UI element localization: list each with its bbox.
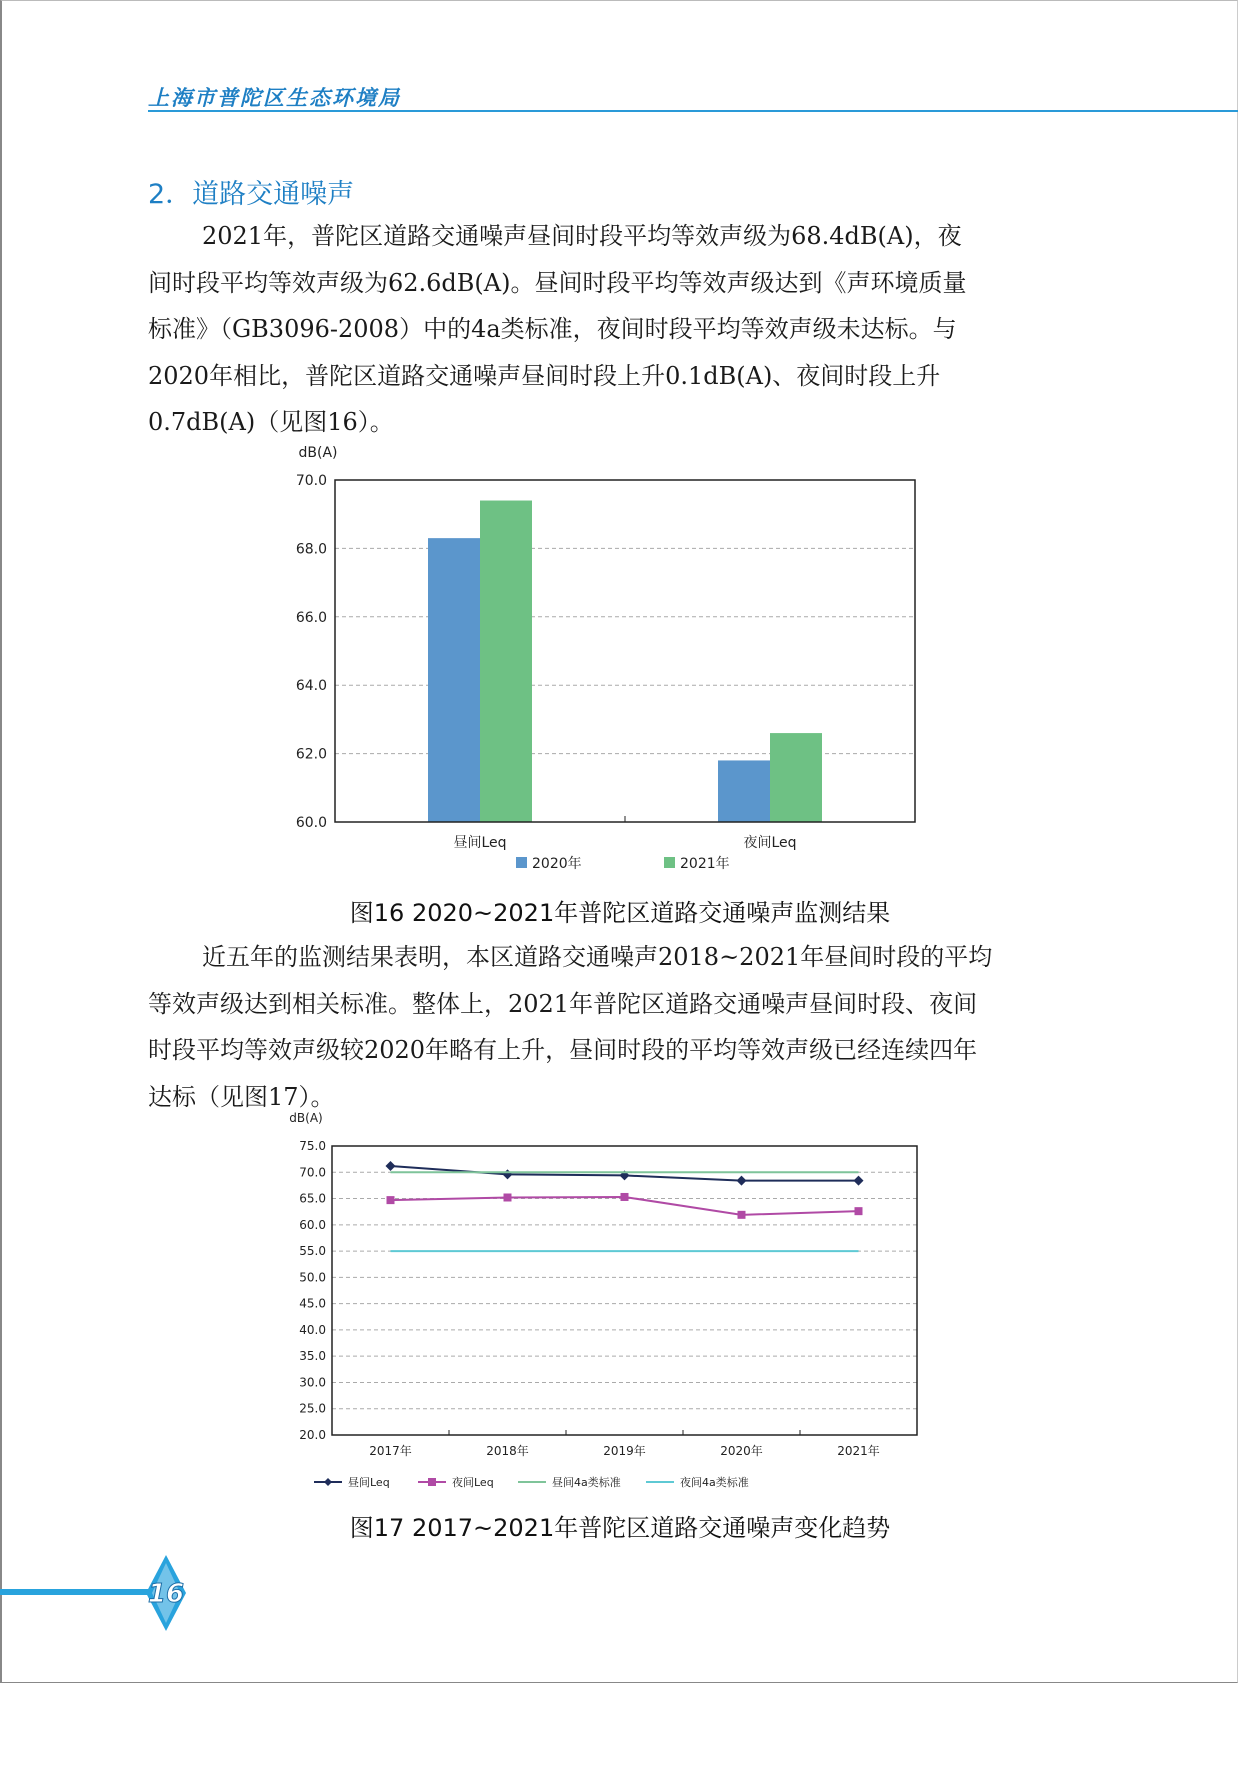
legend-label: 2020年 — [532, 856, 582, 872]
bar — [718, 760, 770, 822]
y-axis-unit-label: dB(A) — [289, 1111, 323, 1125]
page-number-badge — [0, 1553, 190, 1633]
y-tick-label: 50.0 — [299, 1270, 326, 1285]
paragraph-1 — [148, 213, 1092, 446]
legend-marker — [428, 1478, 436, 1486]
data-point — [504, 1193, 512, 1201]
y-tick-label: 62.0 — [295, 746, 327, 763]
y-tick-label: 25.0 — [299, 1401, 326, 1416]
y-tick-label: 40.0 — [299, 1322, 326, 1337]
page-rule — [0, 1589, 150, 1595]
figure-17-caption: 图17 2017~2021年普陀区道路交通噪声变化趋势 — [349, 1514, 891, 1542]
paragraph-line: 等效声级达到相关标准。整体上，2021年普陀区道路交通噪声昼间时段、夜间 — [148, 989, 978, 1018]
y-tick-label: 70.0 — [295, 473, 327, 489]
paragraph-line: 时段平均等效声级较2020年略有上升，昼间时段的平均等效声级已经连续四年 — [148, 1036, 978, 1064]
y-tick-label: 35.0 — [299, 1349, 326, 1364]
figure-16-bar-chart — [260, 440, 980, 890]
grid-lines — [335, 548, 915, 753]
data-point — [503, 1169, 513, 1179]
bar — [428, 538, 480, 822]
legend-label: 2021年 — [680, 856, 730, 872]
x-tick-label: 2021年 — [837, 1444, 880, 1458]
y-tick-label: 75.0 — [299, 1139, 326, 1153]
paragraph-line: 2021年，普陀区道路交通噪声昼间时段平均等效声级为68.4dB(A)，夜 — [202, 222, 962, 250]
legend-swatch — [664, 857, 675, 868]
y-tick-labels — [299, 1139, 326, 1442]
y-tick-label: 66.0 — [295, 609, 327, 626]
legend-label: 夜间Leq — [452, 1476, 494, 1489]
series-lines — [386, 1161, 864, 1251]
section-heading: 2．道路交通噪声 — [148, 179, 355, 210]
page-number: 16 — [147, 1579, 185, 1609]
paragraph-line: 2020年相比，普陀区道路交通噪声昼间时段上升0.1dB(A)、夜间时段上升 — [148, 361, 941, 390]
legend-label: 夜间4a类标准 — [680, 1476, 749, 1489]
data-point — [737, 1176, 747, 1186]
header-title: 上海市普陀区生态环境局 — [148, 85, 401, 110]
data-point — [386, 1161, 396, 1171]
grid-lines — [332, 1172, 917, 1408]
y-axis-unit-label: dB(A) — [298, 445, 338, 461]
y-tick-label: 20.0 — [299, 1428, 326, 1442]
legend — [516, 855, 730, 872]
data-point — [855, 1207, 863, 1215]
legend-label: 昼间4a类标准 — [552, 1476, 621, 1489]
y-tick-label: 60.0 — [299, 1217, 326, 1232]
y-tick-labels — [296, 473, 327, 831]
legend-label: 昼间Leq — [348, 1476, 390, 1489]
legend-marker — [324, 1478, 332, 1486]
x-tick-label: 昼间Leq — [453, 835, 507, 851]
x-tick-labels — [369, 1430, 880, 1458]
paragraph-line: 达标（见图17）。 — [148, 1082, 335, 1111]
y-tick-label: 60.0 — [295, 815, 327, 831]
plot-area-border — [335, 480, 915, 822]
y-tick-label: 30.0 — [299, 1375, 326, 1390]
paragraph-2 — [148, 934, 1092, 1120]
x-tick-label: 2018年 — [486, 1444, 529, 1458]
y-tick-label: 64.0 — [295, 678, 327, 695]
legend-swatch — [516, 857, 527, 868]
plot-area-border — [332, 1146, 917, 1435]
x-tick-label: 2019年 — [603, 1444, 646, 1458]
y-tick-label: 68.0 — [295, 541, 327, 558]
header-divider — [148, 110, 1238, 112]
figure-17-line-chart — [270, 1108, 970, 1498]
y-tick-label: 45.0 — [299, 1296, 326, 1311]
x-tick-label: 2020年 — [720, 1444, 763, 1458]
bar — [770, 733, 822, 822]
data-point — [621, 1193, 629, 1201]
paragraph-line: 近五年的监测结果表明，本区道路交通噪声2018~2021年昼间时段的平均 — [202, 943, 993, 971]
data-point — [854, 1176, 864, 1186]
figure-16-caption: 图16 2020~2021年普陀区道路交通噪声监测结果 — [349, 899, 891, 927]
paragraph-line: 间时段平均等效声级为62.6dB(A)。昼间时段平均等效声级达到《声环境质量 — [148, 268, 967, 297]
data-point — [738, 1211, 746, 1219]
paragraph-line: 0.7dB(A)（见图16）。 — [148, 408, 394, 436]
data-point — [387, 1196, 395, 1204]
legend — [314, 1475, 749, 1489]
x-tick-label: 夜间Leq — [743, 835, 797, 851]
y-tick-label: 55.0 — [299, 1244, 326, 1259]
bar — [480, 501, 532, 822]
x-tick-label: 2017年 — [369, 1444, 412, 1458]
paragraph-line: 标准》（GB3096-2008）中的4a类标准，夜间时段平均等效声级未达标。与 — [148, 315, 957, 343]
y-tick-label: 65.0 — [299, 1191, 326, 1206]
y-tick-label: 70.0 — [299, 1165, 326, 1180]
